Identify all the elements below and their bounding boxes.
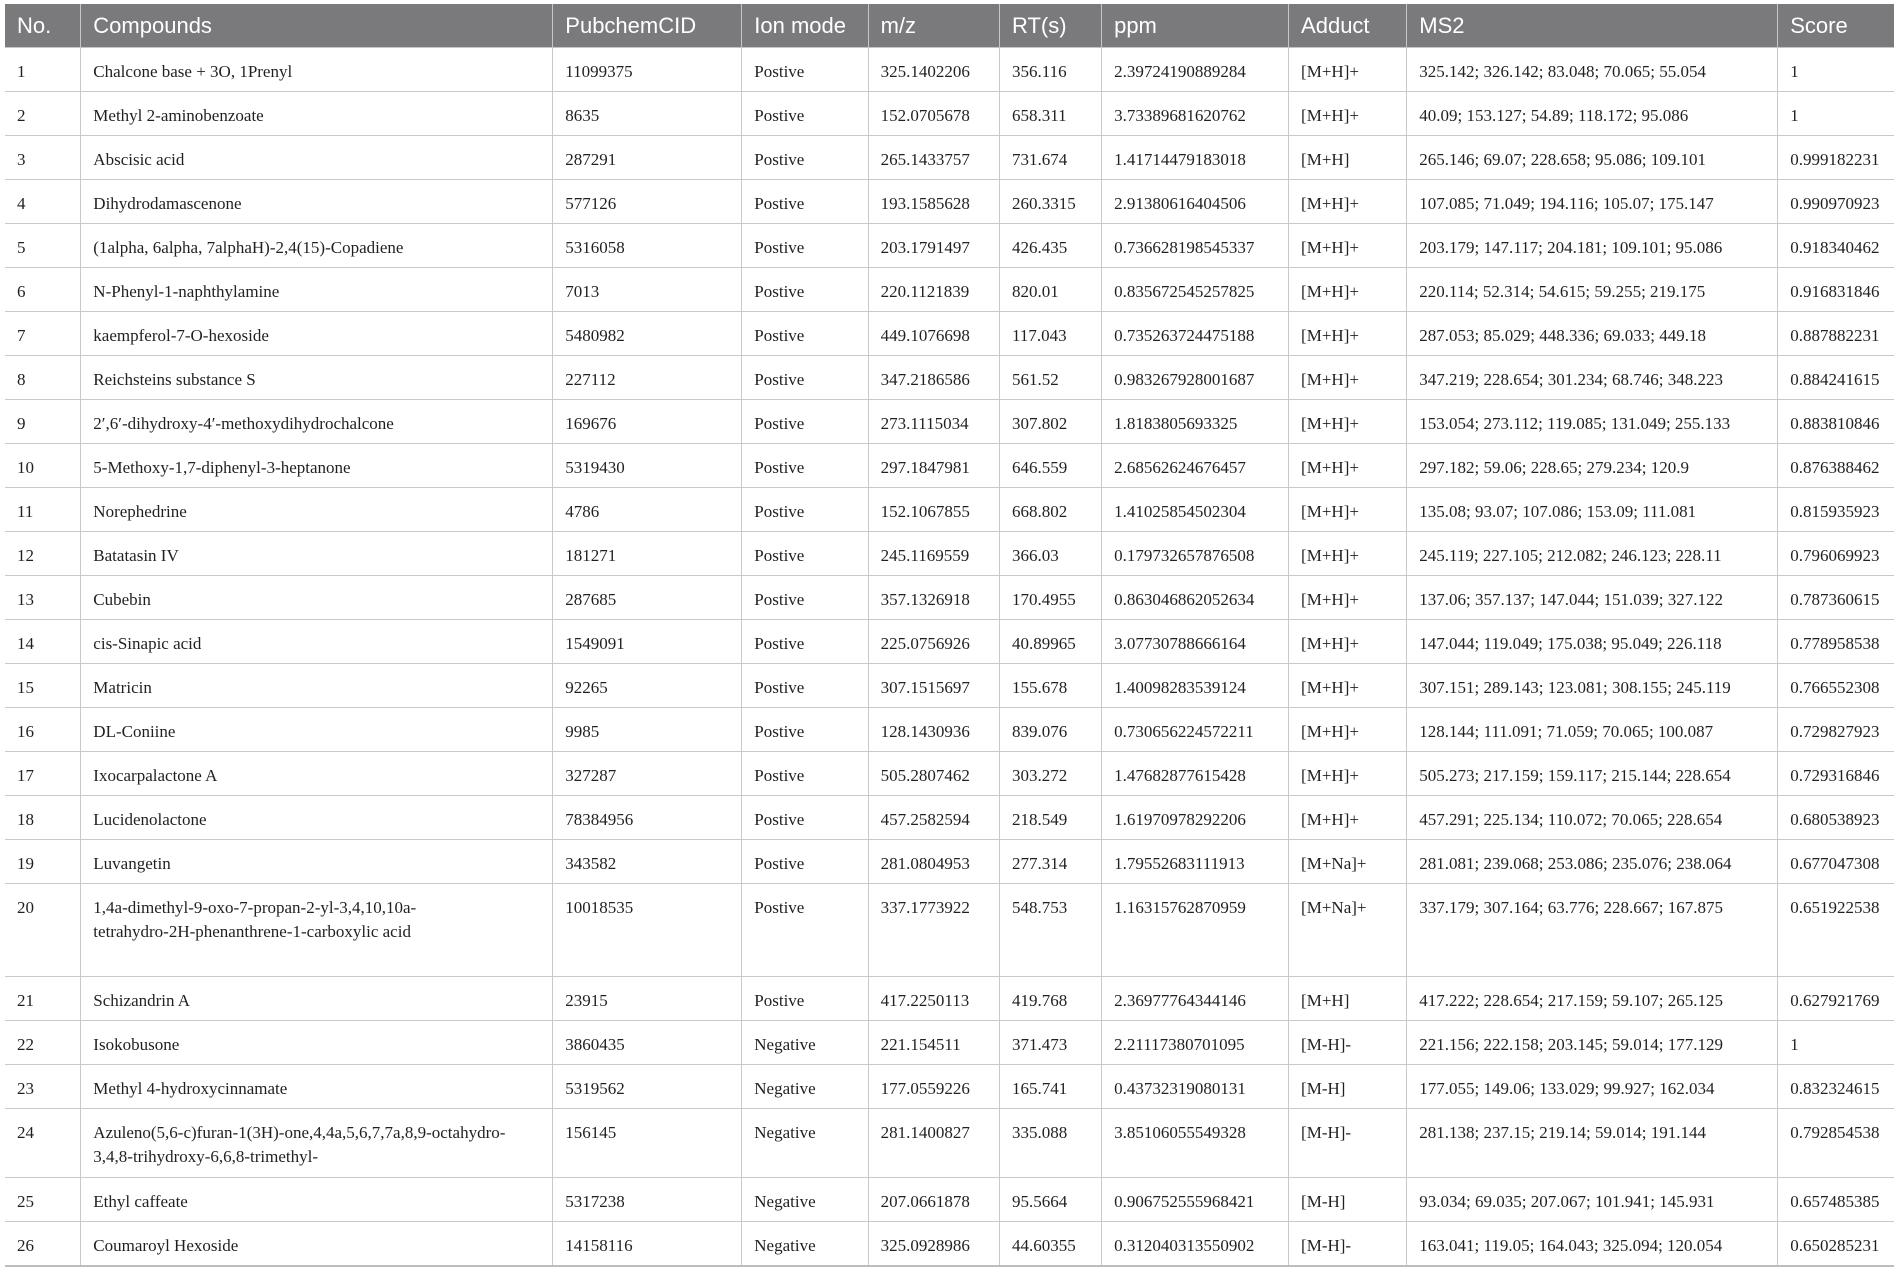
cell-pubchemcid: 5480982	[553, 312, 742, 356]
cell-ms2: 135.08; 93.07; 107.086; 153.09; 111.081	[1407, 488, 1778, 532]
cell-ppm: 0.312040313550902	[1102, 1222, 1289, 1267]
cell-pubchemcid: 3860435	[553, 1021, 742, 1065]
cell-pubchemcid: 23915	[553, 977, 742, 1021]
cell-score: 0.680538923	[1778, 796, 1894, 840]
cell-compound: Ixocarpalactone A	[81, 752, 553, 796]
cell-no: 2	[5, 92, 81, 136]
cell-ms2: 245.119; 227.105; 212.082; 246.123; 228.11	[1407, 532, 1778, 576]
cell-adduct: [M+H]+	[1289, 48, 1407, 92]
cell-compound: cis-Sinapic acid	[81, 620, 553, 664]
cell-rt: 218.549	[1000, 796, 1102, 840]
cell-pubchemcid: 169676	[553, 400, 742, 444]
cell-no: 4	[5, 180, 81, 224]
cell-ppm: 3.07730788666164	[1102, 620, 1289, 664]
cell-mz: 357.1326918	[868, 576, 999, 620]
cell-ion-mode: Postive	[742, 620, 868, 664]
cell-pubchemcid: 156145	[553, 1109, 742, 1178]
cell-adduct: [M+H]+	[1289, 312, 1407, 356]
cell-adduct: [M-H]-	[1289, 1021, 1407, 1065]
cell-score: 0.766552308	[1778, 664, 1894, 708]
cell-ppm: 3.85106055549328	[1102, 1109, 1289, 1178]
cell-mz: 265.1433757	[868, 136, 999, 180]
table-row	[5, 840, 1894, 884]
cell-adduct: [M+H]	[1289, 977, 1407, 1021]
cell-ppm: 1.79552683111913	[1102, 840, 1289, 884]
cell-score: 0.778958538	[1778, 620, 1894, 664]
cell-adduct: [M+H]+	[1289, 180, 1407, 224]
cell-no: 14	[5, 620, 81, 664]
cell-ms2: 137.06; 357.137; 147.044; 151.039; 327.122	[1407, 576, 1778, 620]
cell-ms2: 505.273; 217.159; 159.117; 215.144; 228.654	[1407, 752, 1778, 796]
cell-adduct: [M-H]	[1289, 1065, 1407, 1109]
cell-compound: Methyl 2-aminobenzoate	[81, 92, 553, 136]
cell-pubchemcid: 1549091	[553, 620, 742, 664]
cell-ppm: 3.73389681620762	[1102, 92, 1289, 136]
cell-no: 26	[5, 1222, 81, 1267]
cell-ms2: 281.081; 239.068; 253.086; 235.076; 238.064	[1407, 840, 1778, 884]
cell-ion-mode: Postive	[742, 752, 868, 796]
cell-pubchemcid: 11099375	[553, 48, 742, 92]
header-ppm: ppm	[1102, 4, 1289, 48]
cell-score: 0.796069923	[1778, 532, 1894, 576]
cell-ppm: 1.16315762870959	[1102, 884, 1289, 977]
table-row	[5, 92, 1894, 136]
cell-score: 1	[1778, 92, 1894, 136]
table-body	[5, 48, 1894, 1267]
cell-adduct: [M+H]+	[1289, 92, 1407, 136]
cell-ppm: 2.36977764344146	[1102, 977, 1289, 1021]
cell-mz: 347.2186586	[868, 356, 999, 400]
cell-score: 0.916831846	[1778, 268, 1894, 312]
cell-mz: 152.1067855	[868, 488, 999, 532]
cell-pubchemcid: 78384956	[553, 796, 742, 840]
cell-score: 0.883810846	[1778, 400, 1894, 444]
cell-ppm: 1.41714479183018	[1102, 136, 1289, 180]
cell-compound: Chalcone base + 3O, 1Prenyl	[81, 48, 553, 92]
cell-compound: Luvangetin	[81, 840, 553, 884]
cell-ppm: 1.47682877615428	[1102, 752, 1289, 796]
cell-ppm: 2.68562624676457	[1102, 444, 1289, 488]
table-row	[5, 620, 1894, 664]
cell-adduct: [M+H]+	[1289, 268, 1407, 312]
cell-ppm: 1.40098283539124	[1102, 664, 1289, 708]
cell-ppm: 0.43732319080131	[1102, 1065, 1289, 1109]
cell-score: 0.887882231	[1778, 312, 1894, 356]
cell-ion-mode: Negative	[742, 1109, 868, 1178]
cell-compound: Isokobusone	[81, 1021, 553, 1065]
cell-rt: 426.435	[1000, 224, 1102, 268]
cell-ppm: 0.835672545257825	[1102, 268, 1289, 312]
cell-ppm: 1.61970978292206	[1102, 796, 1289, 840]
header-adduct: Adduct	[1289, 4, 1407, 48]
cell-pubchemcid: 577126	[553, 180, 742, 224]
cell-compound: Azuleno(5,6-c)furan-1(3H)-one,4,4a,5,6,7,7a,8,9-octahydro-3,4,8-trihydroxy-6,6,8-trimethyl-	[81, 1109, 553, 1178]
cell-ppm: 0.736628198545337	[1102, 224, 1289, 268]
cell-ppm: 0.863046862052634	[1102, 576, 1289, 620]
cell-compound: Norephedrine	[81, 488, 553, 532]
cell-mz: 281.0804953	[868, 840, 999, 884]
cell-no: 13	[5, 576, 81, 620]
cell-compound: 1,4a-dimethyl-9-oxo-7-propan-2-yl-3,4,10,10a-tetrahydro-2H-phenanthrene-1-carboxylic acid	[81, 884, 553, 977]
cell-rt: 658.311	[1000, 92, 1102, 136]
cell-ppm: 2.21117380701095	[1102, 1021, 1289, 1065]
cell-ms2: 281.138; 237.15; 219.14; 59.014; 191.144	[1407, 1109, 1778, 1178]
cell-compound: 2′,6′-dihydroxy-4′-methoxydihydrochalcone	[81, 400, 553, 444]
cell-ion-mode: Postive	[742, 268, 868, 312]
cell-adduct: [M+H]+	[1289, 576, 1407, 620]
cell-compound: Abscisic acid	[81, 136, 553, 180]
cell-ppm: 0.906752555968421	[1102, 1178, 1289, 1222]
cell-adduct: [M+Na]+	[1289, 840, 1407, 884]
cell-ms2: 347.219; 228.654; 301.234; 68.746; 348.223	[1407, 356, 1778, 400]
table-row	[5, 1178, 1894, 1222]
table-row	[5, 708, 1894, 752]
cell-adduct: [M-H]-	[1289, 1222, 1407, 1267]
cell-ion-mode: Postive	[742, 532, 868, 576]
cell-mz: 325.0928986	[868, 1222, 999, 1267]
cell-ion-mode: Postive	[742, 312, 868, 356]
cell-no: 9	[5, 400, 81, 444]
cell-ion-mode: Negative	[742, 1222, 868, 1267]
header-mz: m/z	[868, 4, 999, 48]
table-row	[5, 48, 1894, 92]
cell-ppm: 1.41025854502304	[1102, 488, 1289, 532]
cell-ion-mode: Postive	[742, 884, 868, 977]
cell-ms2: 177.055; 149.06; 133.029; 99.927; 162.034	[1407, 1065, 1778, 1109]
cell-ppm: 2.39724190889284	[1102, 48, 1289, 92]
cell-no: 3	[5, 136, 81, 180]
cell-pubchemcid: 9985	[553, 708, 742, 752]
cell-score: 0.677047308	[1778, 840, 1894, 884]
cell-score: 0.999182231	[1778, 136, 1894, 180]
cell-compound: 5-Methoxy-1,7-diphenyl-3-heptanone	[81, 444, 553, 488]
cell-rt: 335.088	[1000, 1109, 1102, 1178]
cell-ms2: 417.222; 228.654; 217.159; 59.107; 265.125	[1407, 977, 1778, 1021]
cell-rt: 366.03	[1000, 532, 1102, 576]
cell-score: 0.657485385	[1778, 1178, 1894, 1222]
cell-mz: 207.0661878	[868, 1178, 999, 1222]
cell-ion-mode: Postive	[742, 92, 868, 136]
cell-ion-mode: Postive	[742, 840, 868, 884]
header-score: Score	[1778, 4, 1894, 48]
cell-compound: Coumaroyl Hexoside	[81, 1222, 553, 1267]
cell-ion-mode: Postive	[742, 488, 868, 532]
cell-ion-mode: Postive	[742, 48, 868, 92]
table-row	[5, 532, 1894, 576]
cell-compound: Dihydrodamascenone	[81, 180, 553, 224]
cell-ppm: 0.983267928001687	[1102, 356, 1289, 400]
cell-adduct: [M+H]+	[1289, 488, 1407, 532]
cell-ion-mode: Postive	[742, 576, 868, 620]
cell-ms2: 107.085; 71.049; 194.116; 105.07; 175.147	[1407, 180, 1778, 224]
cell-score: 1	[1778, 1021, 1894, 1065]
table-row	[5, 796, 1894, 840]
cell-mz: 325.1402206	[868, 48, 999, 92]
cell-rt: 155.678	[1000, 664, 1102, 708]
table-row	[5, 268, 1894, 312]
cell-adduct: [M+H]+	[1289, 400, 1407, 444]
cell-no: 16	[5, 708, 81, 752]
cell-score: 0.884241615	[1778, 356, 1894, 400]
cell-rt: 668.802	[1000, 488, 1102, 532]
cell-pubchemcid: 14158116	[553, 1222, 742, 1267]
cell-rt: 277.314	[1000, 840, 1102, 884]
cell-score: 0.787360615	[1778, 576, 1894, 620]
header-rt: RT(s)	[1000, 4, 1102, 48]
cell-pubchemcid: 5316058	[553, 224, 742, 268]
cell-mz: 297.1847981	[868, 444, 999, 488]
cell-ms2: 203.179; 147.117; 204.181; 109.101; 95.086	[1407, 224, 1778, 268]
cell-ms2: 40.09; 153.127; 54.89; 118.172; 95.086	[1407, 92, 1778, 136]
cell-mz: 152.0705678	[868, 92, 999, 136]
header-no: No.	[5, 4, 81, 48]
cell-no: 17	[5, 752, 81, 796]
cell-adduct: [M+H]+	[1289, 532, 1407, 576]
table-row	[5, 1222, 1894, 1267]
table-row	[5, 1065, 1894, 1109]
cell-score: 0.815935923	[1778, 488, 1894, 532]
cell-ms2: 297.182; 59.06; 228.65; 279.234; 120.9	[1407, 444, 1778, 488]
cell-rt: 548.753	[1000, 884, 1102, 977]
cell-adduct: [M+H]+	[1289, 708, 1407, 752]
cell-pubchemcid: 7013	[553, 268, 742, 312]
cell-no: 25	[5, 1178, 81, 1222]
compounds-table	[5, 4, 1894, 1267]
cell-no: 7	[5, 312, 81, 356]
cell-rt: 646.559	[1000, 444, 1102, 488]
cell-mz: 457.2582594	[868, 796, 999, 840]
cell-ms2: 325.142; 326.142; 83.048; 70.065; 55.054	[1407, 48, 1778, 92]
cell-compound: Ethyl caffeate	[81, 1178, 553, 1222]
table-row	[5, 664, 1894, 708]
cell-mz: 245.1169559	[868, 532, 999, 576]
cell-ms2: 163.041; 119.05; 164.043; 325.094; 120.054	[1407, 1222, 1778, 1267]
cell-rt: 371.473	[1000, 1021, 1102, 1065]
cell-pubchemcid: 343582	[553, 840, 742, 884]
cell-no: 20	[5, 884, 81, 977]
cell-no: 11	[5, 488, 81, 532]
cell-no: 18	[5, 796, 81, 840]
cell-score: 0.990970923	[1778, 180, 1894, 224]
table-row	[5, 400, 1894, 444]
cell-compound: (1alpha, 6alpha, 7alphaH)-2,4(15)-Copadiene	[81, 224, 553, 268]
table-row	[5, 180, 1894, 224]
cell-score: 0.729827923	[1778, 708, 1894, 752]
cell-ms2: 128.144; 111.091; 71.059; 70.065; 100.087	[1407, 708, 1778, 752]
cell-ion-mode: Postive	[742, 796, 868, 840]
cell-ms2: 457.291; 225.134; 110.072; 70.065; 228.654	[1407, 796, 1778, 840]
cell-compound: Matricin	[81, 664, 553, 708]
cell-pubchemcid: 10018535	[553, 884, 742, 977]
header-ms2: MS2	[1407, 4, 1778, 48]
cell-mz: 128.1430936	[868, 708, 999, 752]
cell-no: 23	[5, 1065, 81, 1109]
cell-pubchemcid: 227112	[553, 356, 742, 400]
cell-compound: Schizandrin A	[81, 977, 553, 1021]
table-row	[5, 136, 1894, 180]
cell-pubchemcid: 181271	[553, 532, 742, 576]
cell-compound: Methyl 4-hydroxycinnamate	[81, 1065, 553, 1109]
cell-score: 1	[1778, 48, 1894, 92]
cell-pubchemcid: 5317238	[553, 1178, 742, 1222]
cell-adduct: [M+Na]+	[1289, 884, 1407, 977]
cell-no: 15	[5, 664, 81, 708]
cell-score: 0.627921769	[1778, 977, 1894, 1021]
cell-ms2: 307.151; 289.143; 123.081; 308.155; 245.119	[1407, 664, 1778, 708]
cell-adduct: [M+H]+	[1289, 664, 1407, 708]
table-row	[5, 1109, 1894, 1178]
cell-no: 21	[5, 977, 81, 1021]
cell-score: 0.792854538	[1778, 1109, 1894, 1178]
cell-mz: 281.1400827	[868, 1109, 999, 1178]
cell-rt: 303.272	[1000, 752, 1102, 796]
cell-ms2: 220.114; 52.314; 54.615; 59.255; 219.175	[1407, 268, 1778, 312]
cell-ppm: 0.735263724475188	[1102, 312, 1289, 356]
cell-mz: 177.0559226	[868, 1065, 999, 1109]
table-row	[5, 224, 1894, 268]
cell-mz: 449.1076698	[868, 312, 999, 356]
cell-compound: Batatasin IV	[81, 532, 553, 576]
cell-score: 0.650285231	[1778, 1222, 1894, 1267]
cell-rt: 356.116	[1000, 48, 1102, 92]
cell-pubchemcid: 8635	[553, 92, 742, 136]
cell-no: 6	[5, 268, 81, 312]
cell-adduct: [M+H]+	[1289, 356, 1407, 400]
cell-rt: 117.043	[1000, 312, 1102, 356]
cell-ion-mode: Negative	[742, 1065, 868, 1109]
cell-rt: 165.741	[1000, 1065, 1102, 1109]
table-row	[5, 977, 1894, 1021]
header-compounds: Compounds	[81, 4, 553, 48]
table-row	[5, 752, 1894, 796]
cell-mz: 221.154511	[868, 1021, 999, 1065]
cell-ion-mode: Postive	[742, 708, 868, 752]
cell-ion-mode: Postive	[742, 356, 868, 400]
cell-no: 19	[5, 840, 81, 884]
cell-no: 12	[5, 532, 81, 576]
cell-mz: 203.1791497	[868, 224, 999, 268]
cell-no: 1	[5, 48, 81, 92]
header-pubchemcid: PubchemCID	[553, 4, 742, 48]
cell-ion-mode: Negative	[742, 1178, 868, 1222]
cell-rt: 307.802	[1000, 400, 1102, 444]
cell-adduct: [M-H]	[1289, 1178, 1407, 1222]
cell-adduct: [M+H]+	[1289, 224, 1407, 268]
cell-ion-mode: Postive	[742, 664, 868, 708]
cell-pubchemcid: 327287	[553, 752, 742, 796]
cell-score: 0.832324615	[1778, 1065, 1894, 1109]
header-ion-mode: Ion mode	[742, 4, 868, 48]
cell-ms2: 153.054; 273.112; 119.085; 131.049; 255.133	[1407, 400, 1778, 444]
cell-no: 22	[5, 1021, 81, 1065]
cell-ion-mode: Postive	[742, 444, 868, 488]
table-row	[5, 488, 1894, 532]
cell-score: 0.651922538	[1778, 884, 1894, 977]
table-row	[5, 312, 1894, 356]
cell-ms2: 93.034; 69.035; 207.067; 101.941; 145.931	[1407, 1178, 1778, 1222]
cell-ms2: 265.146; 69.07; 228.658; 95.086; 109.101	[1407, 136, 1778, 180]
cell-adduct: [M+H]+	[1289, 796, 1407, 840]
cell-mz: 337.1773922	[868, 884, 999, 977]
cell-pubchemcid: 92265	[553, 664, 742, 708]
cell-compound: N-Phenyl-1-naphthylamine	[81, 268, 553, 312]
cell-ppm: 0.730656224572211	[1102, 708, 1289, 752]
cell-mz: 273.1115034	[868, 400, 999, 444]
cell-rt: 731.674	[1000, 136, 1102, 180]
cell-rt: 44.60355	[1000, 1222, 1102, 1267]
cell-compound: Reichsteins substance S	[81, 356, 553, 400]
cell-no: 24	[5, 1109, 81, 1178]
cell-score: 0.729316846	[1778, 752, 1894, 796]
cell-adduct: [M+H]	[1289, 136, 1407, 180]
cell-pubchemcid: 5319430	[553, 444, 742, 488]
cell-compound: Cubebin	[81, 576, 553, 620]
cell-rt: 561.52	[1000, 356, 1102, 400]
table-row	[5, 444, 1894, 488]
cell-rt: 95.5664	[1000, 1178, 1102, 1222]
cell-ms2: 221.156; 222.158; 203.145; 59.014; 177.129	[1407, 1021, 1778, 1065]
cell-mz: 417.2250113	[868, 977, 999, 1021]
cell-adduct: [M+H]+	[1289, 620, 1407, 664]
table-row	[5, 884, 1894, 977]
cell-mz: 225.0756926	[868, 620, 999, 664]
cell-ion-mode: Postive	[742, 224, 868, 268]
cell-adduct: [M+H]+	[1289, 752, 1407, 796]
cell-rt: 820.01	[1000, 268, 1102, 312]
cell-adduct: [M-H]-	[1289, 1109, 1407, 1178]
cell-pubchemcid: 287685	[553, 576, 742, 620]
cell-ms2: 147.044; 119.049; 175.038; 95.049; 226.118	[1407, 620, 1778, 664]
table-row	[5, 1021, 1894, 1065]
cell-ion-mode: Postive	[742, 136, 868, 180]
cell-mz: 505.2807462	[868, 752, 999, 796]
cell-score: 0.918340462	[1778, 224, 1894, 268]
cell-ion-mode: Postive	[742, 977, 868, 1021]
cell-rt: 419.768	[1000, 977, 1102, 1021]
cell-mz: 307.1515697	[868, 664, 999, 708]
cell-rt: 839.076	[1000, 708, 1102, 752]
cell-pubchemcid: 4786	[553, 488, 742, 532]
table-row	[5, 356, 1894, 400]
cell-ppm: 2.91380616404506	[1102, 180, 1289, 224]
cell-ppm: 0.179732657876508	[1102, 532, 1289, 576]
cell-no: 10	[5, 444, 81, 488]
cell-ms2: 337.179; 307.164; 63.776; 228.667; 167.875	[1407, 884, 1778, 977]
cell-compound: kaempferol-7-O-hexoside	[81, 312, 553, 356]
cell-rt: 260.3315	[1000, 180, 1102, 224]
cell-pubchemcid: 287291	[553, 136, 742, 180]
cell-no: 8	[5, 356, 81, 400]
cell-ppm: 1.8183805693325	[1102, 400, 1289, 444]
cell-ion-mode: Postive	[742, 180, 868, 224]
table-header-row	[5, 4, 1894, 48]
cell-ms2: 287.053; 85.029; 448.336; 69.033; 449.18	[1407, 312, 1778, 356]
cell-rt: 170.4955	[1000, 576, 1102, 620]
table-row	[5, 576, 1894, 620]
cell-ion-mode: Postive	[742, 400, 868, 444]
cell-mz: 193.1585628	[868, 180, 999, 224]
cell-pubchemcid: 5319562	[553, 1065, 742, 1109]
cell-compound: DL-Coniine	[81, 708, 553, 752]
cell-compound: Lucidenolactone	[81, 796, 553, 840]
cell-adduct: [M+H]+	[1289, 444, 1407, 488]
cell-score: 0.876388462	[1778, 444, 1894, 488]
cell-no: 5	[5, 224, 81, 268]
cell-mz: 220.1121839	[868, 268, 999, 312]
cell-ion-mode: Negative	[742, 1021, 868, 1065]
cell-rt: 40.89965	[1000, 620, 1102, 664]
